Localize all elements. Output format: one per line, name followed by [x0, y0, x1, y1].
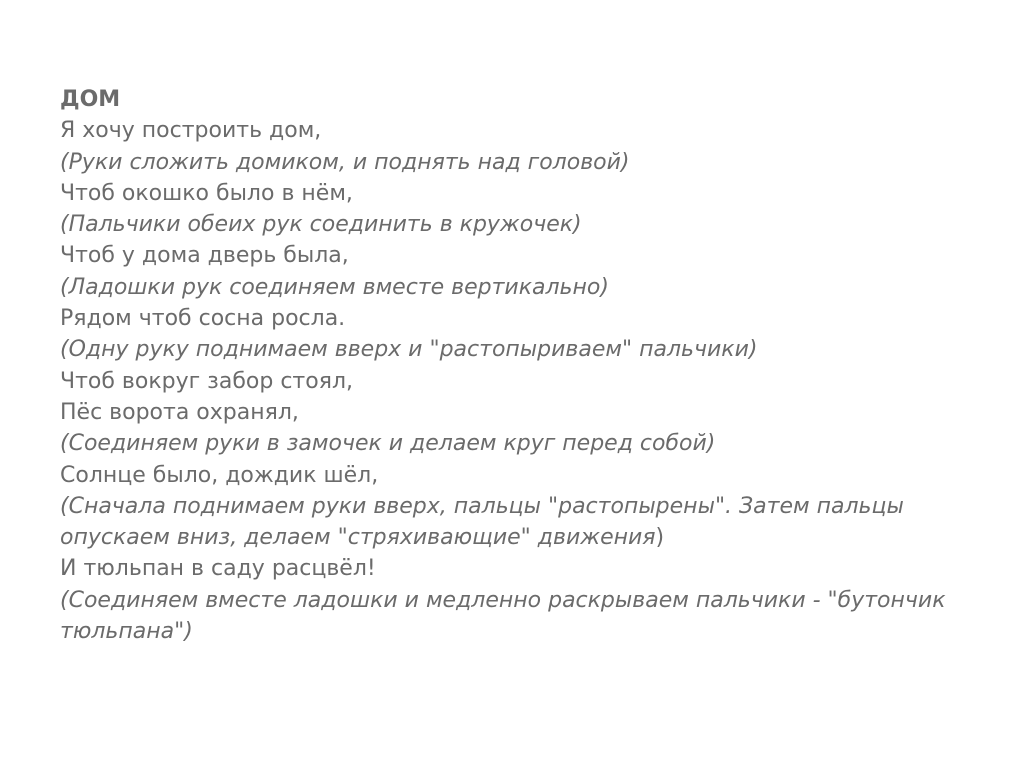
instruction-line: (Соединяем вместе ладошки и медленно раскрываем пальчики - "бутончик	[60, 587, 946, 613]
instruction-line: (Одну руку поднимаем вверх и "растопыриваем" пальчики)	[60, 337, 758, 363]
instruction-line: тюльпана")	[60, 619, 193, 645]
verse-line: Пёс ворота охранял,	[60, 399, 299, 425]
instruction-line-tail: )	[655, 525, 665, 551]
instruction-line: (Руки сложить домиком, и поднять над головой)	[60, 149, 630, 175]
verse-line: Чтоб окошко было в нём,	[60, 180, 353, 206]
instruction-line-text: опускаем вниз, делаем "стряхивающие" движения	[60, 525, 656, 551]
verse-line: Я хочу построить дом,	[60, 118, 322, 144]
instruction-line: (Соединяем руки в замочек и делаем круг перед собой)	[60, 431, 716, 457]
verse-line: Чтоб вокруг забор стоял,	[60, 368, 353, 394]
verse-line: Рядом чтоб сосна росла.	[60, 306, 346, 332]
instruction-line	[60, 522, 980, 553]
verse-line: И тюльпан в саду расцвёл!	[60, 556, 376, 582]
poem-text-block	[60, 84, 980, 647]
verse-line: Чтоб у дома дверь была,	[60, 243, 349, 269]
instruction-line: (Пальчики обеих рук соединить в кружочек)	[60, 212, 582, 238]
instruction-line: (Сначала поднимаем руки вверх, пальцы "растопырены". Затем пальцы	[60, 493, 904, 519]
instruction-line: (Ладошки рук соединяем вместе вертикально)	[60, 274, 609, 300]
verse-line: Солнце было, дождик шёл,	[60, 462, 379, 488]
poem-title: ДОМ	[60, 87, 121, 112]
